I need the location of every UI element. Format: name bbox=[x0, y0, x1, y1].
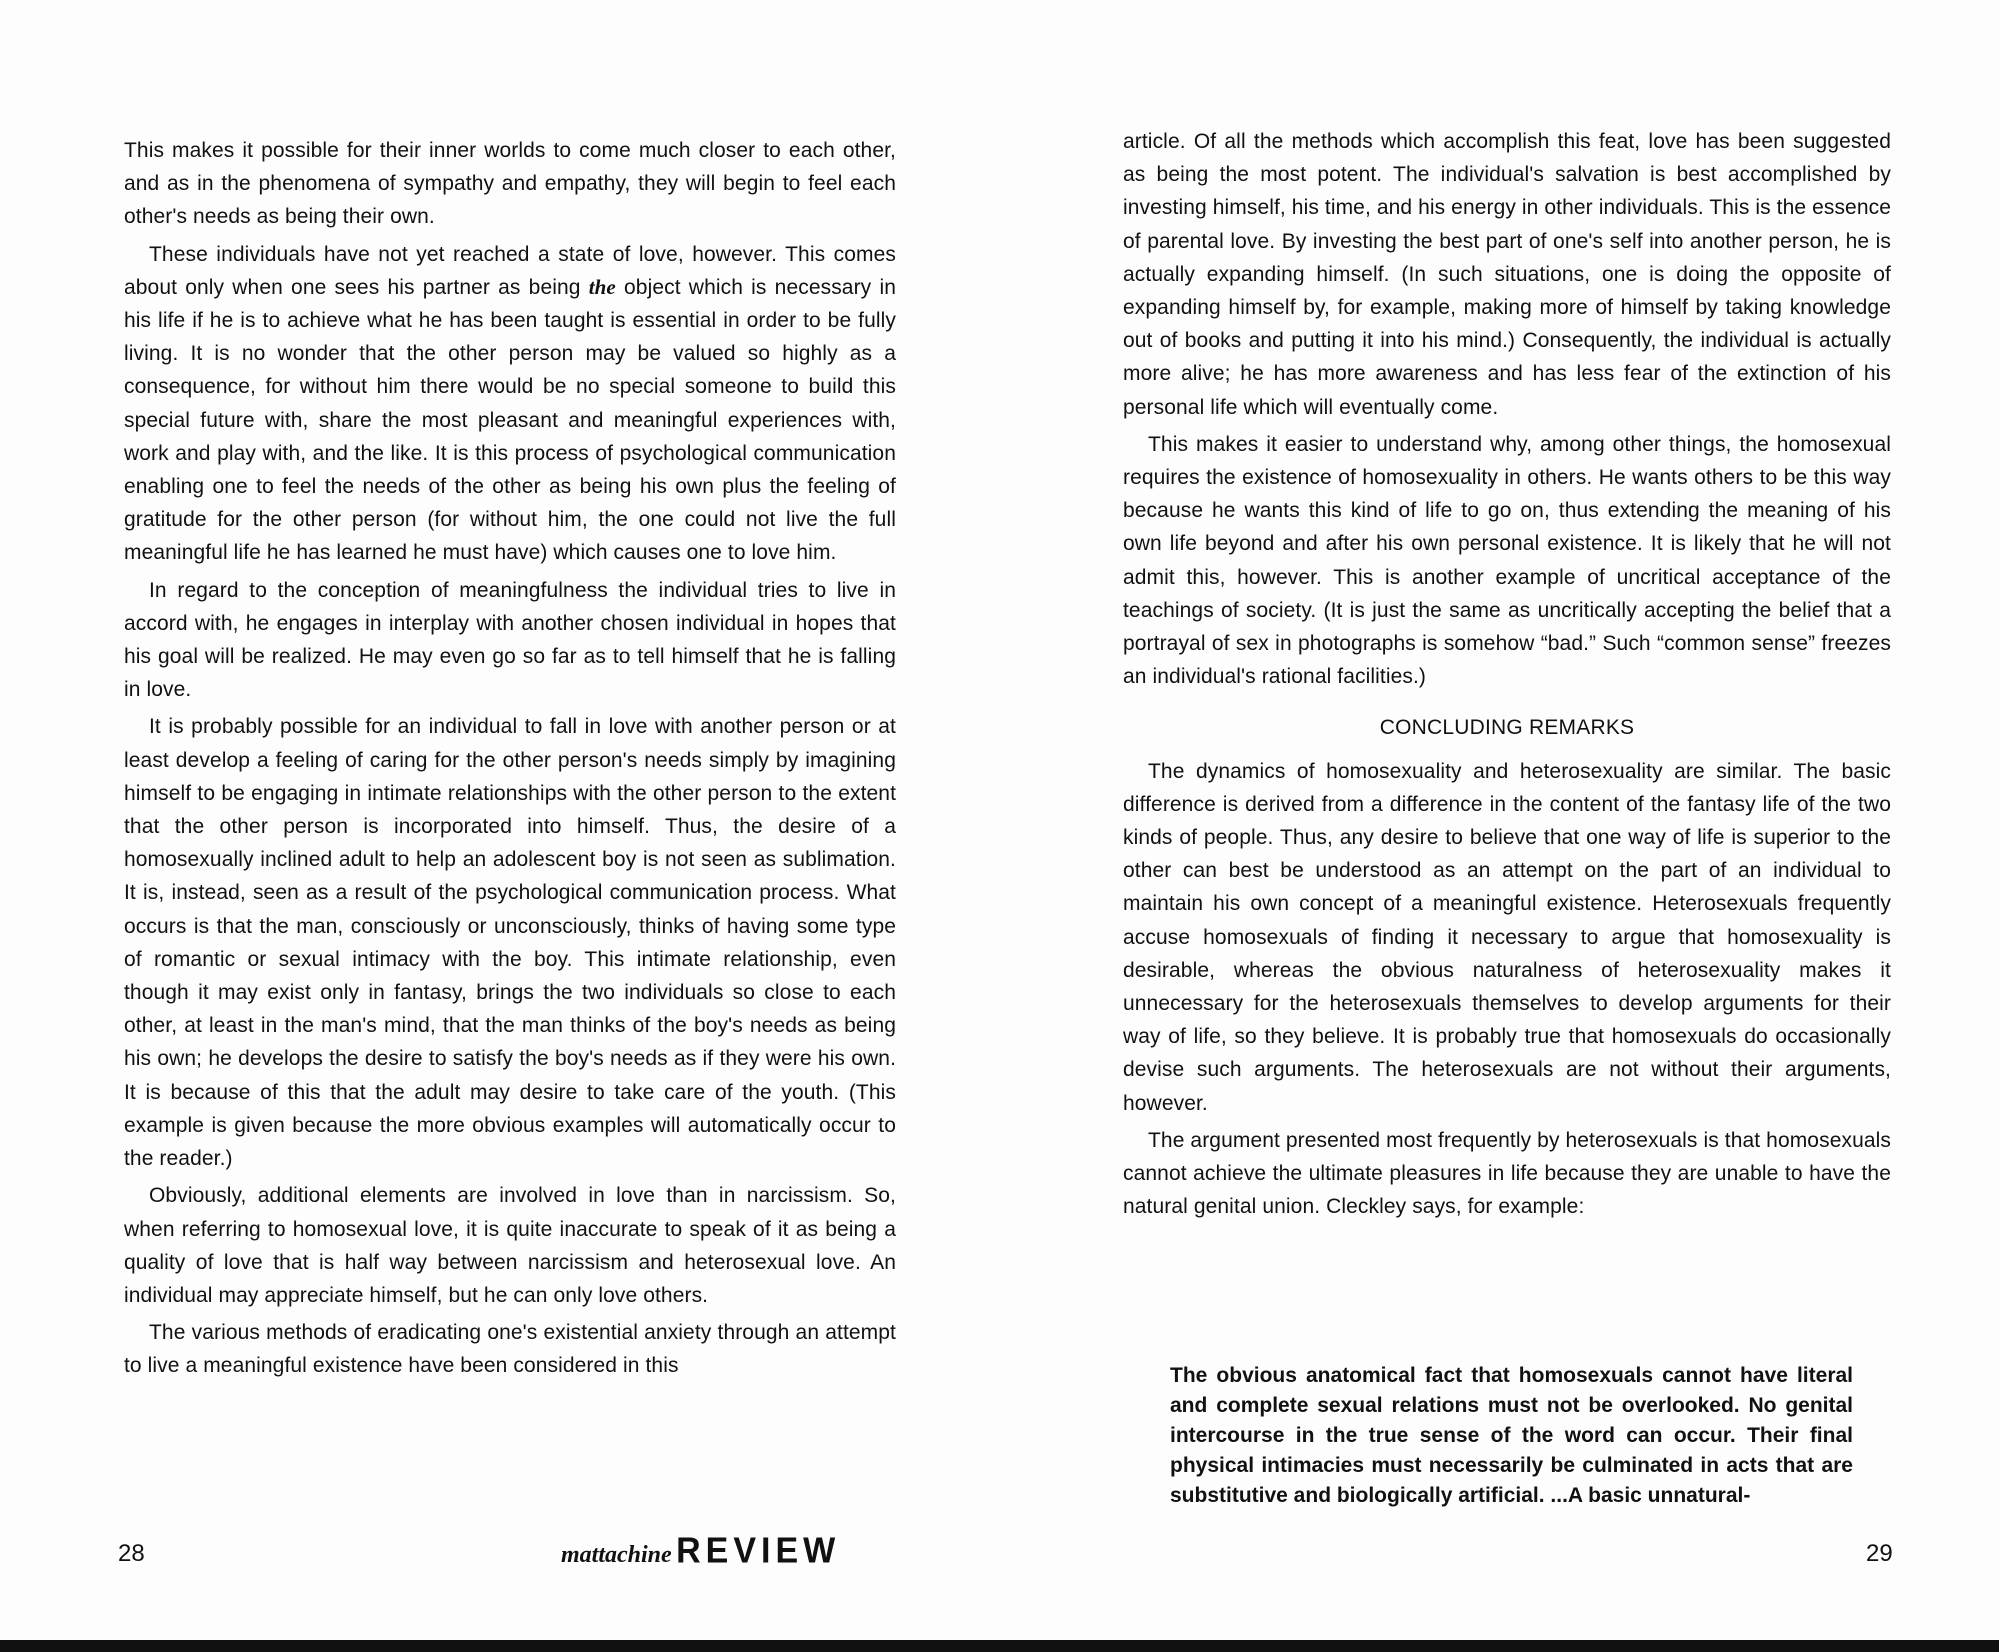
page-number: 28 bbox=[118, 1540, 145, 1567]
emphasis-text: the bbox=[588, 274, 616, 299]
paragraph: It is probably possible for an individual to fall in love with another person or at least develop a feeling of caring for the other person's needs simply by imagining himself to be engaging in intimate relationships with the other person to the extent that the other person is incorporated into himself. Thus, the desire of a homosexually inclined adult to help an adolescent boy is not seen as sublimation. It is, instead, seen as a result of the psychological communication process. What occurs is that the man, consciously or unconsciously, thinks of having some type of romantic or sexual intimacy with the boy. This intimate relationship, even though it may exist only in fantasy, brings the two individuals so close to each other, at least in the man's mind, that the man thinks of the boy's needs as being his own; he develops the desire to satisfy the boy's needs as if they were his own. It is because of this that the adult may desire to take care of the youth. (This example is given because the more obvious examples will automatically occur to the reader.) bbox=[124, 715, 896, 1171]
right-page-text bbox=[1123, 125, 1891, 1228]
magazine-logo bbox=[561, 1532, 840, 1571]
paragraph: article. Of all the methods which accomplish this feat, love has been suggested as being the most potent. The individual's salvation is best accomplished by investing himself, his time, and his energy in other individuals. This is the essence of parental love. By investing the best part of one's self into another person, he is actually expanding himself. (In such situations, one is doing the opposite of expanding himself by, for example, making more of himself by taking knowledge out of books and putting it into his mind.) Consequently, the individual is actually more alive; he has more awareness and has less fear of the extinction of his personal life which will eventually come. bbox=[1123, 130, 1891, 419]
section-heading: CONCLUDING REMARKS bbox=[1379, 716, 1635, 740]
paragraph bbox=[124, 238, 896, 570]
paragraph: In regard to the conception of meaningfulness the individual tries to live in accord with, he engages in interplay with another chosen individual in hopes that his goal will be realized. He may even go so far as to tell himself that he is falling in love. bbox=[124, 578, 896, 702]
paragraph: The dynamics of homosexuality and heterosexuality are similar. The basic difference is derived from a difference in the content of the fantasy life of the two kinds of people. Thus, any desire to believe that one way of life is superior to the other can best be understood as an attempt on the part of an individual to maintain his own concept of a meaningful existence. Heterosexuals frequently accuse homosexuals of finding it necessary to argue that homosexuality is desirable, whereas the obvious naturalness of heterosexuality makes it unnecessary for the heterosexuals themselves to develop arguments for their way of life, so they believe. It is probably true that homosexuals do occasionally devise such arguments. The heterosexuals are not without their arguments, however. bbox=[1123, 759, 1891, 1115]
left-page-text bbox=[124, 134, 896, 1387]
logo-script: mattachine bbox=[561, 1542, 672, 1568]
paragraph: The various methods of eradicating one's existential anxiety through an attempt to live a meaningful existence have been considered in this bbox=[124, 1321, 896, 1378]
right-page bbox=[1000, 0, 1999, 1640]
paragraph-text: object which is necessary in his life if he is to achieve what he has been taught is essential in order to be fully living. It is no wonder that the other person may be valued so highly as a consequence, for without him there would be no special someone to build this special future with, share the most pleasant and meaningful experiences with, work and play with, and the like. It is this process of psychological communication enabling one to feel the needs of the other as being his own plus the feeling of gratitude for the other person (for without him, the one could not live the full meaningful life he has learned he must have) which causes one to love him. bbox=[124, 275, 896, 565]
block-quote: The obvious anatomical fact that homosexuals cannot have literal and complete sexual relations must not be overlooked. No genital intercourse in the true sense of the word can occur. Their final physical intimacies must necessarily be culminated in acts that are substitutive and biologically artificial. ...A basic unnatural- bbox=[1170, 1364, 1853, 1507]
paragraph-text: These individuals have not yet reached a state of love, however. This comes about only when one sees his partner as being bbox=[124, 242, 896, 299]
paragraph: This makes it easier to understand why, among other things, the homosexual requires the existence of homosexuality in others. He wants others to be this way because he wants this kind of life to go on, thus extending the meaning of his own life beyond and after his own personal existence. It is likely that he will not admit this, however. This is another example of uncritical acceptance of the teachings of society. (It is just the same as uncritically accepting the belief that a portrayal of sex in photographs is somehow “bad.” Such “common sense” freezes an individual's rational facilities.) bbox=[1123, 432, 1891, 689]
page-number: 29 bbox=[1866, 1540, 1893, 1567]
logo-word: REVIEW bbox=[676, 1531, 841, 1571]
paragraph: The argument presented most frequently by heterosexuals is that homosexuals cannot achieve the ultimate pleasures in life because they are unable to have the natural genital union. Cleckley says, for example: bbox=[1123, 1128, 1891, 1219]
left-page bbox=[0, 0, 1000, 1640]
scan-edge-bar bbox=[0, 1640, 1999, 1652]
paragraph: Obviously, additional elements are involved in love than in narcissism. So, when referring to homosexual love, it is quite inaccurate to speak of it as being a quality of love that is half way between narcissism and heterosexual love. An individual may appreciate himself, but he can only love others. bbox=[124, 1184, 896, 1307]
paragraph: This makes it possible for their inner worlds to come much closer to each other, and as in the phenomena of sympathy and empathy, they will begin to feel each other's needs as being their own. bbox=[124, 139, 896, 229]
